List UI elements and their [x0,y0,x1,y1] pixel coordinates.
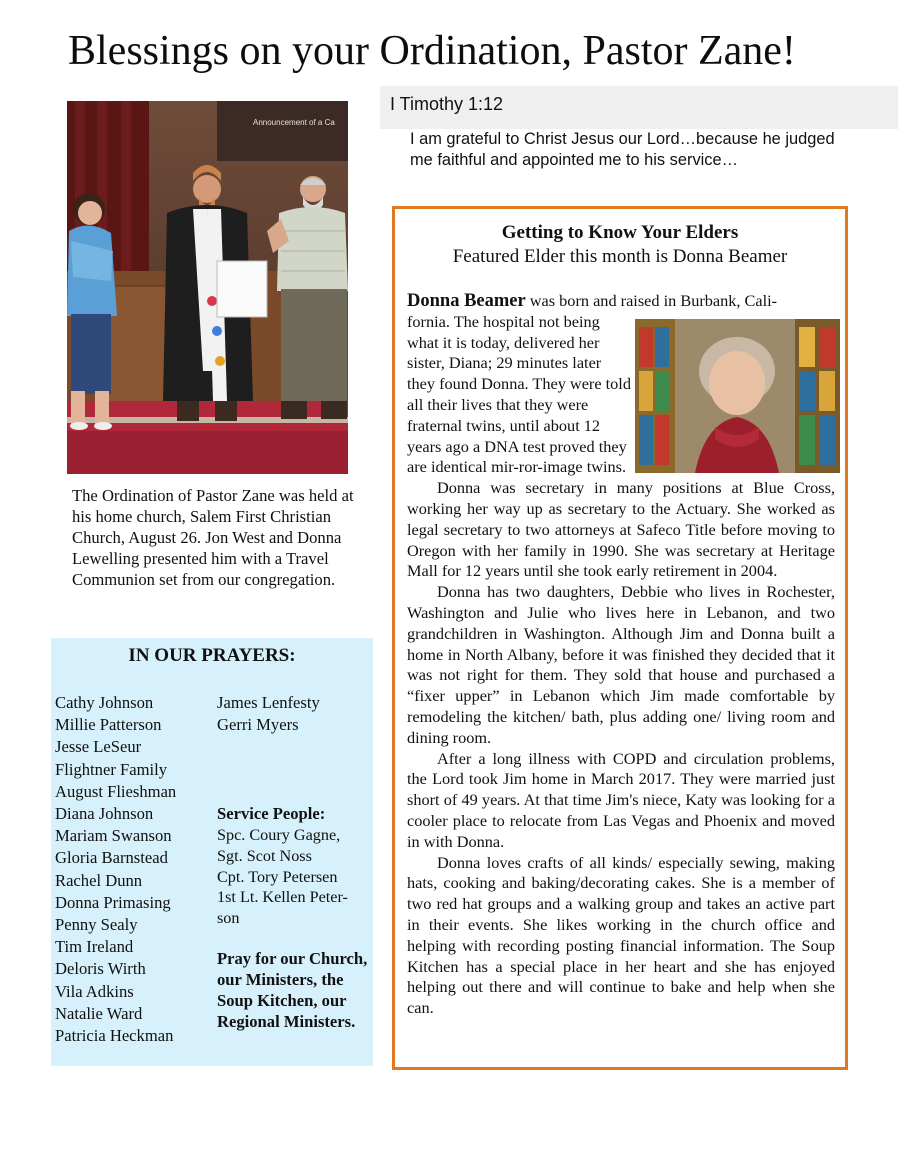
prayer-name: Flightner Family [55,759,168,779]
featured-elder-box [392,206,848,1070]
prayer-name: Donna Primasing [55,892,171,912]
service-person: Cpt. Tory Petersen [217,867,338,886]
photo-caption: The Ordination of Pastor Zane was held at his home church, Salem First Christian Church, August 26. Jon West and Donna Lewelling presented him with a Travel Communion set from our congregation. [72,486,354,589]
prayer-name: Diana Johnson [55,804,154,824]
elder-paragraph-4-text: After a long illness with COPD and circulation problems, the Lord took Jim home in March 2017. They were married just short of 49 years. At that time Jim's niece, Katy was looking for a cooler place to relocate from Las Vegas and Phoenix and moved in with Donna. [407,748,835,851]
service-person: 1st Lt. Kellen Peter-son [217,888,348,928]
prayer-name: Vila Adkins [55,981,134,1001]
prayer-name: Patricia Heckman [55,1026,174,1046]
service-person: Sgt. Scot Noss [217,846,312,865]
elder-paragraph-5-text: Donna loves crafts of all kinds/ especially sewing, making hats, cooking and baking/decorating cakes. She is a member of two red hat groups and a walking group and takes an active part in their events. She likes working in the church office and helping with recording posting financial information. The Soup Kitchen has a special place in her heart and she has enjoyed helping out there and will continue to bake and help when she can. [407,852,835,1018]
service-person: Spc. Coury Gagne, [217,826,341,844]
prayer-name: Gloria Barnstead [55,848,168,868]
elder-paragraph-1-rest: fornia. The hospital not being what it is today, delivered her sister, Diana; 29 minutes later they found Donna. They were told all their lives that they were fraternal twins, until about 12 years ago a DNA test proved they are identical mir-ror-image twins. [407,311,631,477]
prayer-name: Jesse LeSeur [55,737,142,757]
elder-paragraph-5 [407,853,835,1019]
prayer-name: Tim Ireland [55,937,134,957]
elder-paragraph-2-text: Donna was secretary in many positions at Blue Cross, working her way up as secretary to the Actuary. She worked as legal secretary to two attorneys at Safeco Title before moving to Oregon with her family in 1990. She was secretary at Heritage Mall for 12 years until she took early retirement in 2004. [407,478,835,581]
ordination-photo-image [67,101,348,474]
prayer-list [55,692,176,1047]
prayer-name: Cathy Johnson [55,693,154,712]
prayer-name: Deloris Wirth [55,959,146,979]
service-people-heading: Service People: [217,804,326,823]
prayer-list-second-column [217,692,320,736]
elder-paragraph-1-first-line: was born and raised in Burbank, Cali- [525,291,778,310]
elder-paragraph-3-text: Donna has two daughters, Debbie who lives in Rochester, Washington and Julie who lives here in Lebanon, and two grandchildren in Washington. Although Jim and Donna built a home in North Albany, before it was finished they decided that it was not right for them. They sold that house and purchased a “fixer upper” in Lebanon which Jim made comfortable by remodeling the kitchen/ bath, plus adding one/ living room and dining room. [407,582,835,747]
page-title: Blessings on your Ordination, Pastor Zane! [68,28,796,74]
prayer-name: Rachel Dunn [55,870,143,890]
prayer-name: August Flieshman [55,781,177,801]
prayer-name: Millie Patterson [55,715,162,735]
prayer-name: Mariam Swanson [55,826,172,846]
scripture-text: I am grateful to Christ Jesus our Lord…because he judged me faithful and appointed me to his service… [410,130,835,169]
elder-paragraph-1 [407,291,835,1019]
elder-paragraph-3 [407,582,835,748]
elder-paragraph-2 [407,478,835,582]
prayers-box [51,638,373,1066]
prayer-name: James Lenfesty [217,693,320,712]
prayer-name: Natalie Ward [55,1003,143,1023]
prayers-heading: IN OUR PRAYERS: [128,645,296,666]
scripture-reference-bar [380,86,898,129]
prayer-name: Gerri Myers [217,715,299,735]
elder-paragraph-4 [407,749,835,853]
slide-text: Announcement of a Ca [253,118,335,127]
elder-subheading: Featured Elder this month is Donna Beamer [452,246,788,267]
ordination-photo [67,101,348,474]
scripture-reference: I Timothy 1:12 [390,94,504,114]
elder-heading: Getting to Know Your Elders [501,222,739,243]
prayer-note: Pray for our Church, our Ministers, the Soup Kitchen, our Regional Ministers. [217,949,368,1031]
prayer-name: Penny Sealy [55,915,138,935]
elder-name: Donna Beamer [407,291,526,311]
service-people-list [217,825,367,929]
